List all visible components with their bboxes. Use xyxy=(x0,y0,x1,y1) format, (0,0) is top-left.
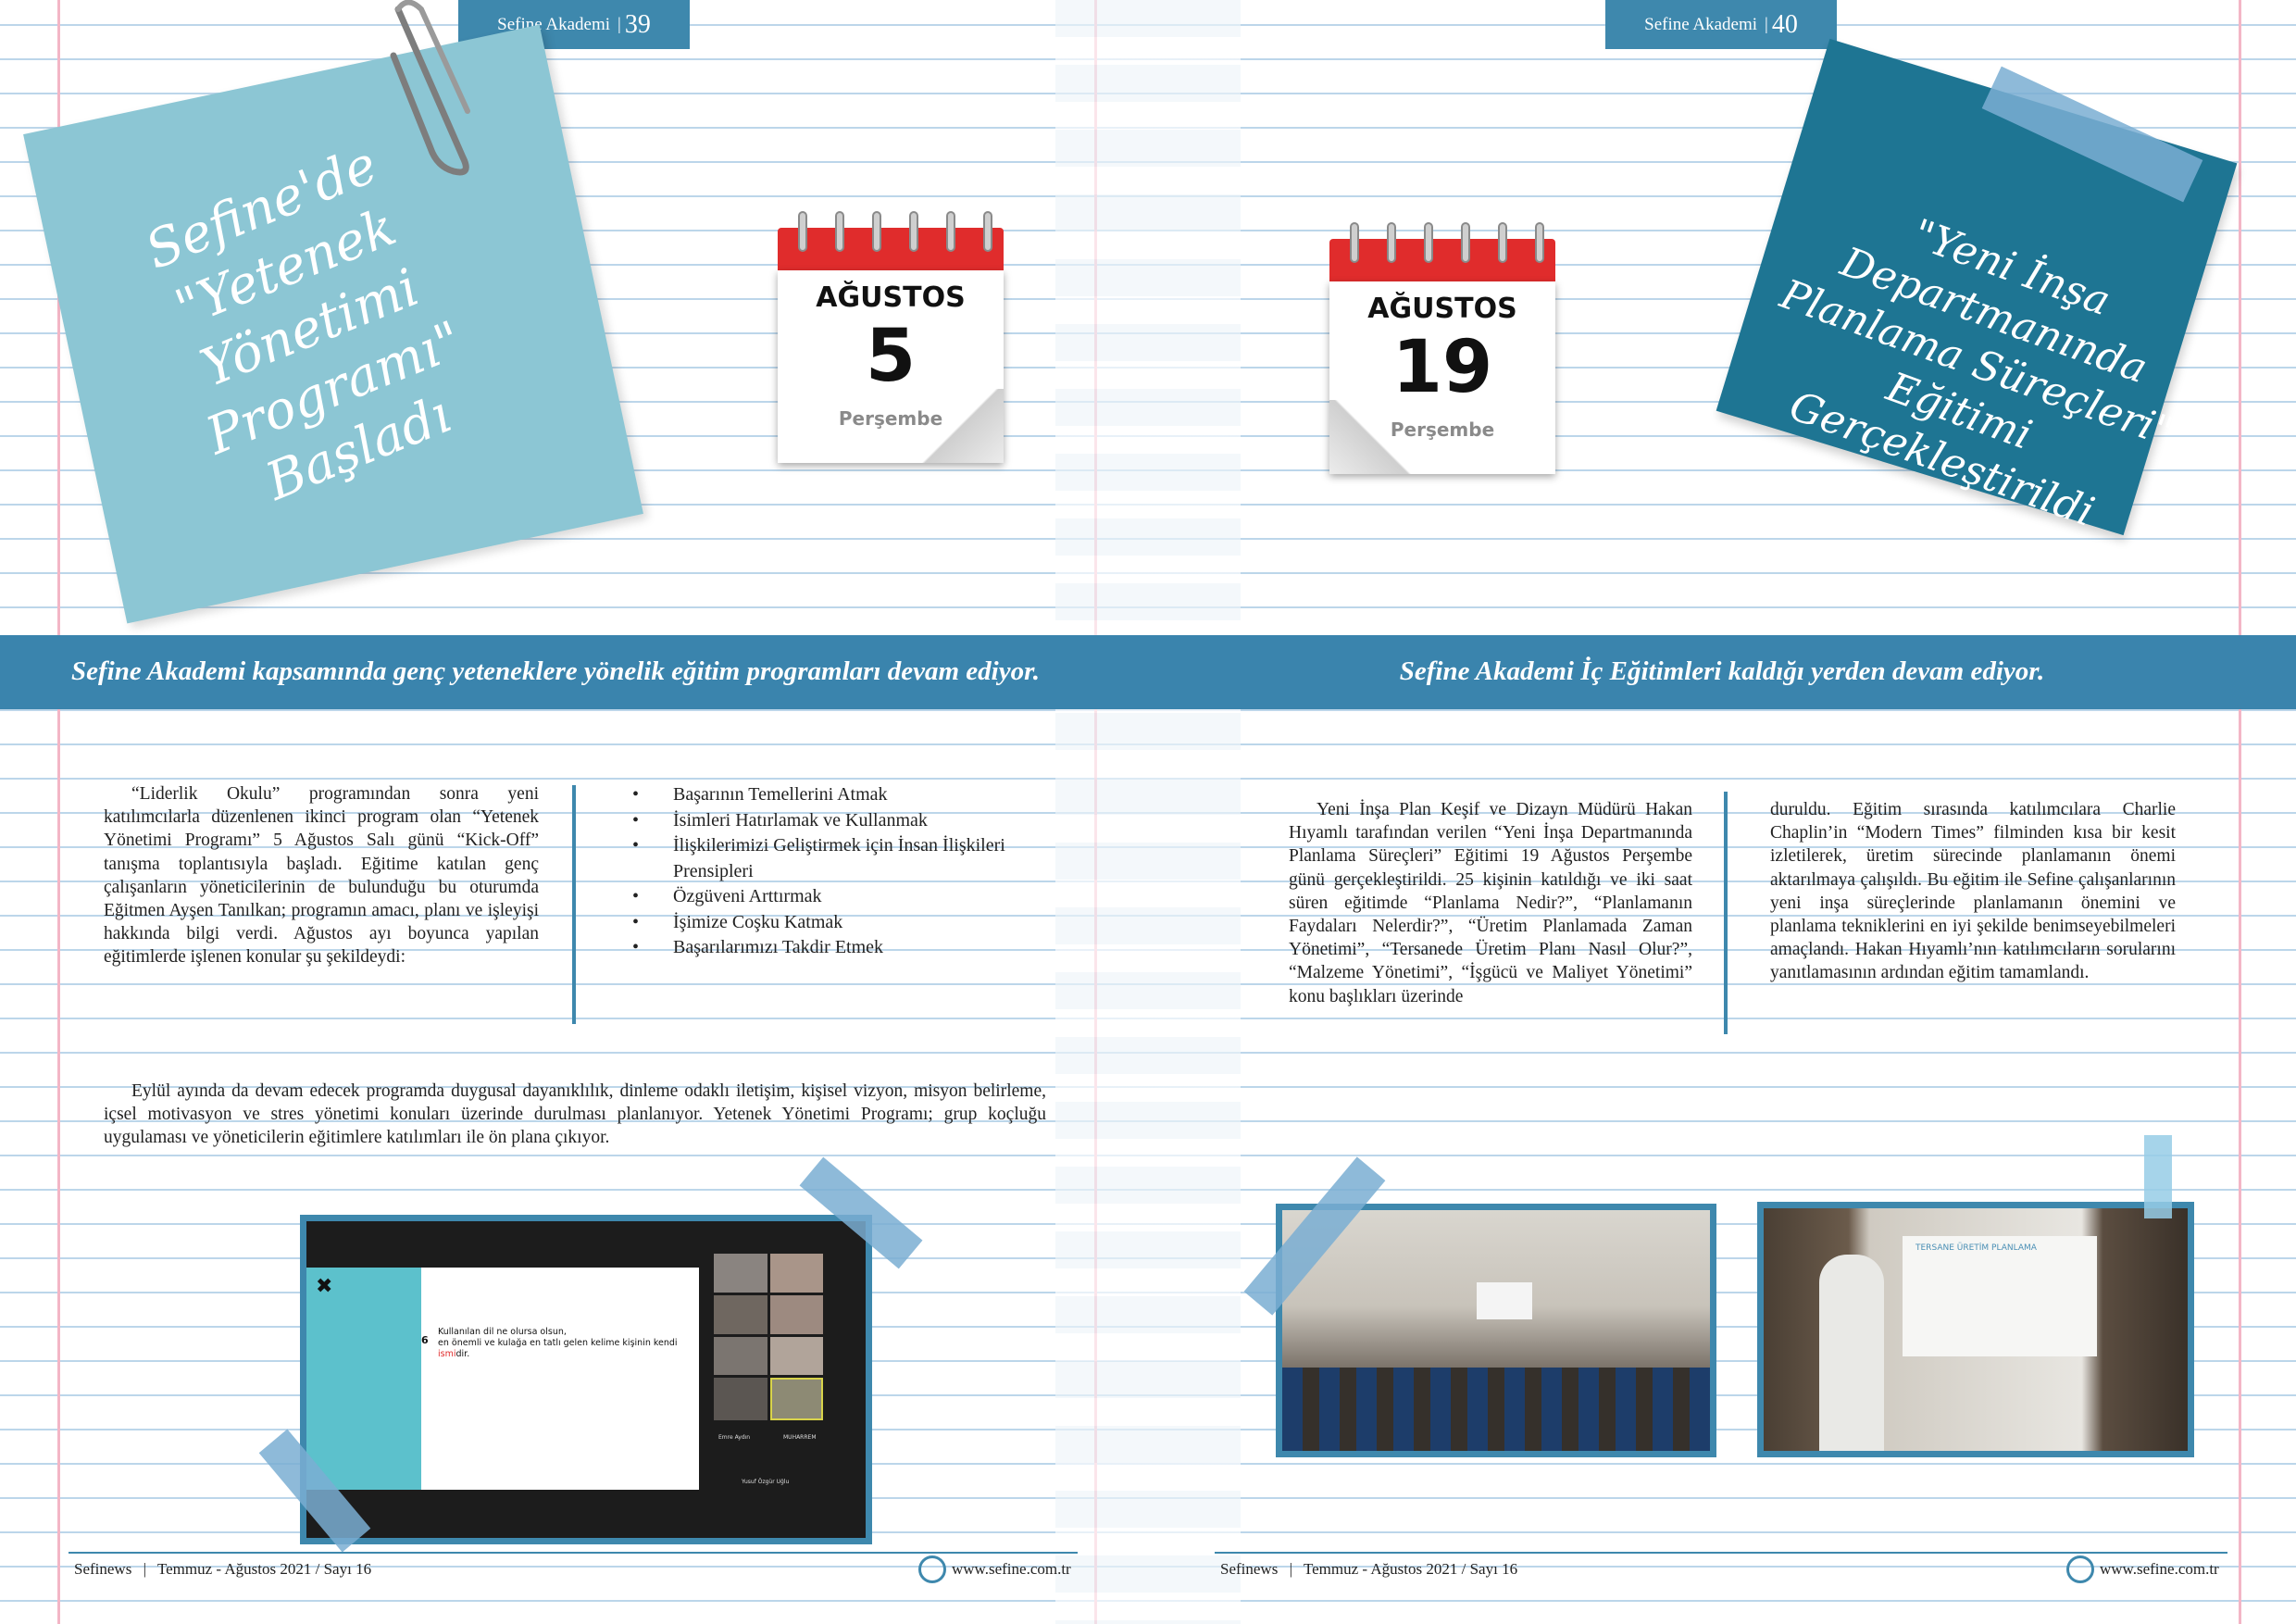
calendar-month: AĞUSTOS xyxy=(816,281,966,314)
left-tab-label: Sefine Akademi xyxy=(497,14,611,34)
slide-x-icon: ✖ xyxy=(316,1275,333,1298)
right-footer-line xyxy=(1215,1552,2227,1554)
slide-line-3 xyxy=(438,1349,688,1360)
participant-tile xyxy=(770,1378,824,1420)
slide-highlight: ismi xyxy=(438,1349,456,1359)
calendar-ring xyxy=(983,211,992,252)
right-page-tab: Sefine Akademi | 40 xyxy=(1605,0,1837,49)
participant-tile xyxy=(714,1337,767,1376)
left-intro-paragraph xyxy=(104,782,539,969)
right-note-title: "Yeni İnşa Departmanında Planlama Süreçleri" Eğitimi Gerçekleştirildi xyxy=(1774,210,2179,536)
left-footer-web[interactable]: www.sefine.com.tr xyxy=(952,1560,1071,1578)
calendar-weekday: Perşembe xyxy=(1390,418,1495,441)
calendar-ring xyxy=(798,211,807,252)
participant-tile xyxy=(770,1337,824,1376)
list-item: • İlişkilerimizi Geliştirmek için İnsan İlişkileri Prensipleri xyxy=(632,833,1021,884)
calendar-header xyxy=(1329,239,1555,281)
right-footer-magazine: Sefinews xyxy=(1220,1560,1279,1578)
right-calendar xyxy=(1329,222,1555,474)
participant-grid xyxy=(714,1254,823,1420)
calendar-day: 5 xyxy=(865,315,917,398)
calendar-ring xyxy=(909,211,918,252)
right-column-1 xyxy=(1289,798,1692,1008)
topics-list xyxy=(632,782,1021,961)
presenter-photo xyxy=(1757,1202,2194,1457)
calendar-ring xyxy=(1461,222,1470,263)
right-page-number: 40 xyxy=(1771,9,1798,39)
left-band-text: Sefine Akademi kapsamında genç yeteneklere yönelik eğitim programları devam ediyor. xyxy=(70,656,1041,686)
slide-title: TERSANE ÜRETİM PLANLAMA xyxy=(1915,1243,2037,1253)
left-column-divider xyxy=(572,785,576,1024)
left-footer-magazine: Sefinews xyxy=(74,1560,132,1578)
presenter-figure xyxy=(1819,1255,1884,1457)
left-calendar xyxy=(778,211,1004,463)
calendar-ring xyxy=(1535,222,1544,263)
slide-text xyxy=(438,1327,688,1360)
participant-tile xyxy=(714,1295,767,1334)
participant-name-1: Emre Aydın xyxy=(718,1434,751,1441)
training-room-photo xyxy=(1276,1204,1716,1457)
left-footer: Sefinews | Temmuz - Ağustos 2021 / Sayı 16 xyxy=(74,1560,372,1578)
spiral-spine xyxy=(1055,0,1241,1624)
participant-tile xyxy=(770,1254,824,1293)
left-paragraph-1: “Liderlik Okulu” programından sonra yeni katılımcılarla düzenlenen ikinci program olan “Yetenek Yönetimi Programı” 5 Ağustos Salı günü “Kick-Off” tanışma toplantısıyla başladı. Eğitime katılan genç çalışanların yöneticilerinin de bulunduğu bu oturumda Eğitmen Ayşen Tanılkan; programın amacı, planı ve işleyişi hakkında bilgi verdi. Ağustos ayı boyunca yapılan eğitimlerde işlenen konular şu şekildeydi: xyxy=(104,784,539,968)
slide-line-end: dir. xyxy=(455,1349,470,1359)
left-closing-paragraph xyxy=(104,1080,1046,1150)
left-note-title: Sefine'de "Yetenek Yönetimi Programı" Başladı xyxy=(137,134,471,513)
slide-sidebar xyxy=(306,1268,421,1490)
list-item: • Özgüveni Arttırmak xyxy=(632,884,1021,910)
right-paragraph-col1: Yeni İnşa Plan Keşif ve Dizayn Müdürü Hakan Hıyamlı tarafından verilen “Yeni İnşa Departmanında Planlama Süreçleri” Eğitimi 19 Ağustos Perşembe günü gerçekleştirildi. 25 kişinin katıldığı ve iki saat süren eğitimde “Planlama Nedir?”, “Planlamanın Faydaları Nelerdir?”, “Üretim Planlamada Zaman Yönetimi”, “Tersanede Üretim Planı Nasıl Olur?”, “Malzeme Yönetimi”, “İşgücü ve Maliyet Yönetimi” konu başlıkları üzerinde xyxy=(1289,800,1692,1006)
right-band-text: Sefine Akademi İç Eğitimleri kaldığı yerden devam ediyor. xyxy=(1399,656,2045,686)
list-item: • İşimize Coşku Katmak xyxy=(632,910,1021,936)
calendar-month: AĞUSTOS xyxy=(1367,293,1517,325)
right-column-divider xyxy=(1724,792,1728,1034)
left-paragraph-2: Eylül ayında da devam edecek programda duygusal dayanıklılık, dinleme odaklı iletişim, kişisel vizyon, misyon belirleme, içsel motivasyon ve stres yönetimi konuları üzerinde durulması planlanıyor. Yetenek Yönetimi Programı; grup koçluğu uygulaması ve yöneticilerin eğitimlere katılımları ile ön plana çıkıyor. xyxy=(104,1081,1046,1148)
right-column-2 xyxy=(1770,798,2176,985)
sefine-logo-icon xyxy=(2066,1555,2094,1583)
left-page-tab: Sefine Akademi | 39 xyxy=(458,0,690,49)
left-footer-line xyxy=(69,1552,1078,1554)
audience-rows xyxy=(1282,1368,1710,1451)
photo-tape-right-2 xyxy=(2144,1135,2172,1218)
slide-area xyxy=(421,1268,699,1490)
right-footer: Sefinews | Temmuz - Ağustos 2021 / Sayı 16 xyxy=(1220,1560,1518,1578)
zoom-meeting-photo xyxy=(300,1215,872,1544)
participant-tile xyxy=(770,1295,824,1334)
slide-line-1: Kullanılan dil ne olursa olsun, xyxy=(438,1327,567,1337)
left-footer-issue: Temmuz - Ağustos 2021 / Sayı 16 xyxy=(156,1560,372,1578)
right-page-margin-line xyxy=(2239,0,2241,1624)
right-tab-label: Sefine Akademi xyxy=(1644,14,1758,34)
participant-tile xyxy=(714,1378,767,1420)
list-item: • Başarının Temellerini Atmak xyxy=(632,782,1021,808)
calendar-ring xyxy=(1498,222,1507,263)
right-footer-issue: Temmuz - Ağustos 2021 / Sayı 16 xyxy=(1303,1560,1518,1578)
participant-name-3: Yusuf Özgür Uğlu xyxy=(742,1479,790,1485)
list-item: • İsimleri Hatırlamak ve Kullanmak xyxy=(632,808,1021,834)
calendar-ring xyxy=(872,211,881,252)
sefine-logo-icon xyxy=(918,1555,946,1583)
paperclip-icon xyxy=(380,0,491,176)
right-paragraph-col2: duruldu. Eğitim sırasında katılımcılara Charlie Chaplin’in “Modern Times” filminden kısa bir kesit izletilerek, üretim sürecinde planlamanın önemi aktarılmaya çalışıldı. Bu eğitim ile Sefine çalışanlarının yeni inşa süreçlerinde planlamanın önemini ve planlama tekniklerini en iyi şekilde benimseyebilmeleri amaçlandı. Hakan Hıyamlı’nın katılımcıların sorularını yanıtlamasının ardından eğitim tamamlandı. xyxy=(1770,800,2176,983)
slide-number: 6 xyxy=(421,1334,429,1346)
slide-line-2: en önemli ve kulağa en tatlı gelen kelime kişinin kendi xyxy=(438,1338,678,1348)
right-footer-web[interactable]: www.sefine.com.tr xyxy=(2100,1560,2219,1578)
participant-tile xyxy=(714,1254,767,1293)
participant-name-2: MUHARREM xyxy=(783,1434,817,1441)
calendar-weekday: Perşembe xyxy=(838,407,943,430)
projection-screen xyxy=(1477,1282,1532,1319)
calendar-header xyxy=(778,228,1004,270)
calendar-ring xyxy=(1424,222,1433,263)
calendar-day: 19 xyxy=(1391,326,1493,409)
left-page-number: 39 xyxy=(624,9,651,39)
calendar-ring xyxy=(1387,222,1396,263)
calendar-ring xyxy=(1350,222,1359,263)
list-item: • Başarılarımızı Takdir Etmek xyxy=(632,935,1021,961)
calendar-ring xyxy=(835,211,844,252)
calendar-ring xyxy=(946,211,955,252)
presentation-slide xyxy=(1903,1236,2097,1356)
